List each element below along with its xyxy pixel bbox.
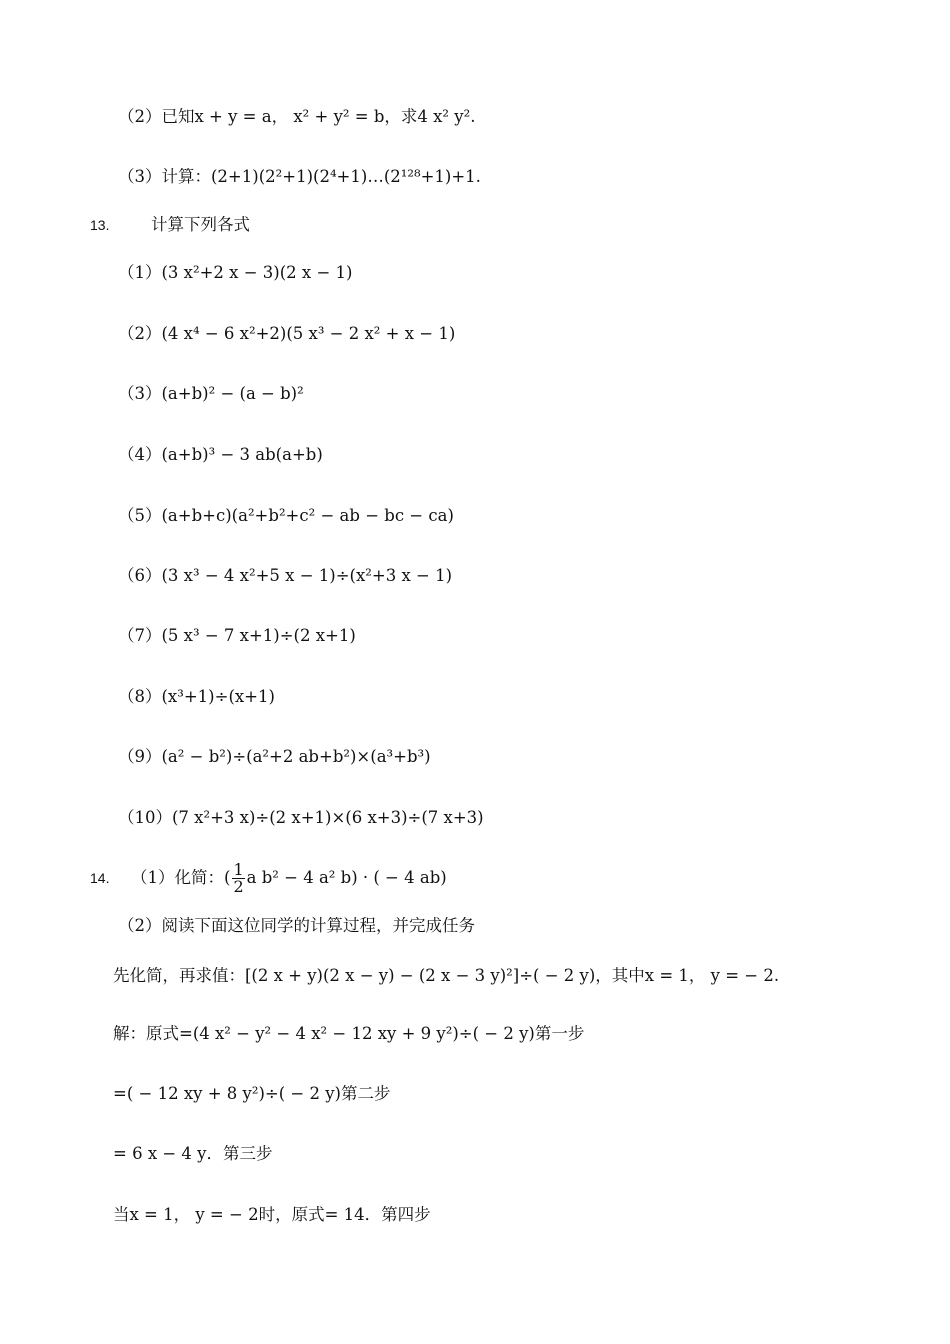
solution-step-3: = 6 x − 4 y．第三步 [113, 1144, 273, 1163]
question-13-item-10: （10）(7 x²+3 x)÷(2 x+1)×(6 x+3)÷(7 x+3) [118, 808, 484, 827]
one-half-fraction [232, 862, 244, 895]
question-13-item-1: （1）(3 x²+2 x − 3)(2 x − 1) [118, 263, 353, 282]
question-14-number: 14. [90, 870, 110, 886]
question-12-part-3: （3）计算：(2+1)(2²+1)(2⁴+1)…(2¹²⁸+1)+1. [118, 167, 481, 186]
question-13-item-8: （8）(x³+1)÷(x+1) [118, 687, 275, 706]
solution-step-1: 解：原式=(4 x² − y² − 4 x² − 12 xy + 9 y²)÷( − 2 y)第一步 [113, 1024, 585, 1043]
solution-step-2: =( − 12 xy + 8 y²)÷( − 2 y)第二步 [113, 1084, 391, 1103]
question-12-part-2: （2）已知x + y = a， x² + y² = b，求4 x² y². [118, 107, 476, 126]
question-13-item-5: （5）(a+b+c)(a²+b²+c² − ab − bc − ca) [118, 506, 454, 525]
q14-1-rest: a b² − 4 a² b) · ( − 4 ab) [246, 868, 447, 887]
fraction-numerator: 1 [233, 860, 244, 879]
question-13-item-6: （6）(3 x³ − 4 x²+5 x − 1)÷(x²+3 x − 1) [118, 566, 453, 585]
question-14-part-2: （2）阅读下面这位同学的计算过程，并完成任务 [118, 916, 475, 935]
question-13-item-3: （3）(a+b)² − (a − b)² [118, 384, 304, 403]
question-14-part-1 [131, 857, 447, 899]
question-13-title: 计算下列各式 [151, 215, 250, 234]
question-13-number: 13. [90, 217, 110, 233]
question-13-item-9: （9）(a² − b²)÷(a²+2 ab+b²)×(a³+b³) [118, 747, 431, 766]
solution-step-4: 当x = 1， y = − 2时，原式= 14．第四步 [113, 1205, 431, 1224]
question-13-item-2: （2）(4 x⁴ − 6 x²+2)(5 x³ − 2 x² + x − 1) [118, 324, 456, 343]
q14-1-prefix: （1）化简：( [131, 868, 231, 887]
question-13-item-4: （4）(a+b)³ − 3 ab(a+b) [118, 445, 323, 464]
question-13-item-7: （7）(5 x³ − 7 x+1)÷(2 x+1) [118, 626, 356, 645]
fraction-denominator: 2 [233, 877, 244, 896]
question-14-task: 先化简，再求值：[(2 x + y)(2 x − y) − (2 x − 3 y)²]÷( − 2 y)，其中x = 1， y = − 2. [113, 966, 780, 985]
